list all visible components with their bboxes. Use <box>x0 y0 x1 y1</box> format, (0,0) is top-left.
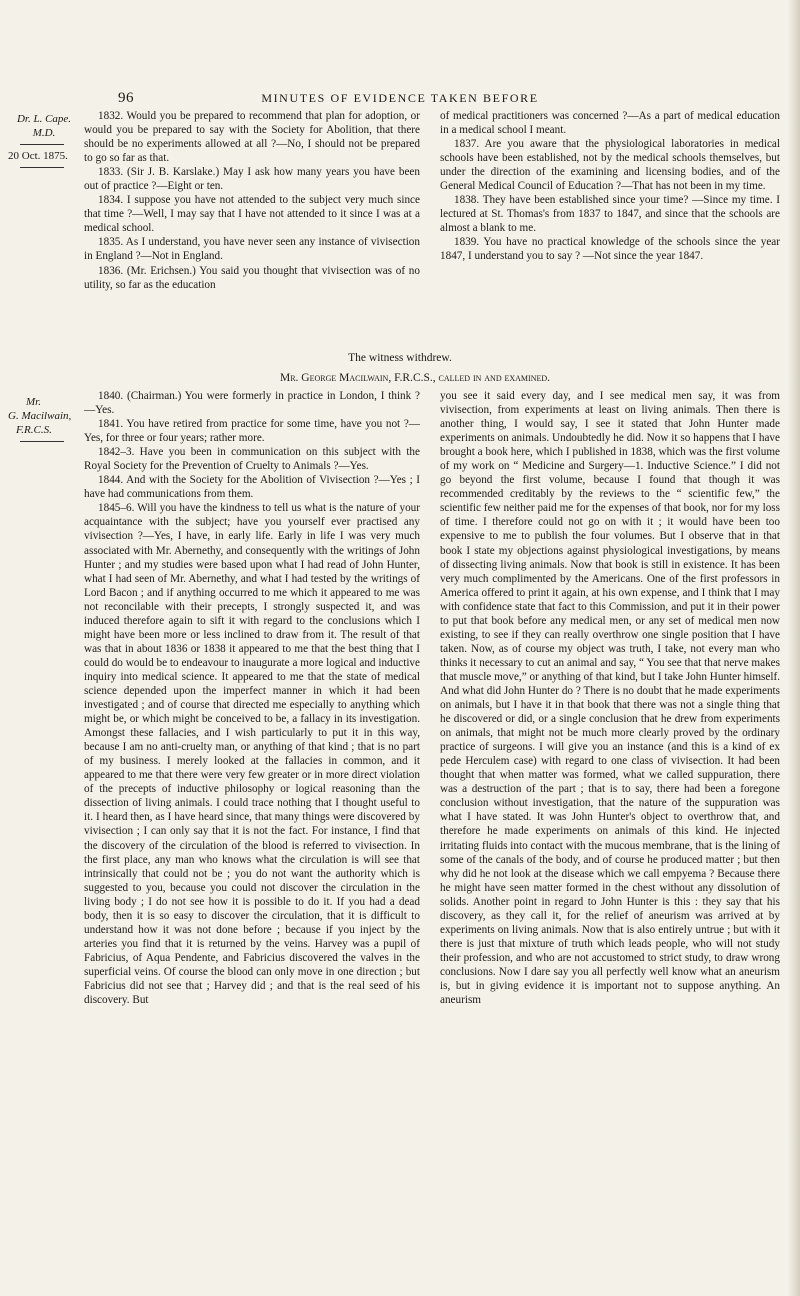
witness2-name: G. Macilwain, <box>8 410 72 422</box>
paragraph: 1834. I suppose you have not attended to the subject very much since that time ?—Well, I may say that I have not attended to it since I was at a medical school. <box>84 194 420 235</box>
margin-rule <box>20 144 64 145</box>
date-note: 20 Oct. 1875. <box>8 150 68 162</box>
page-number: 96 <box>118 90 134 106</box>
section1-left-column <box>84 109 420 292</box>
paragraph: 1845–6. Will you have the kindness to tell us what is the nature of your acquaintance with the subject; have you yourself ever practised any vivisection ?—Yes, I have, in early life. Early in life I was very much associated with Mr. Abernethy, and consequently with the writings of John Hunter ; and my studies were based upon what I had read of John Hunter, what I had seen of Mr. Abernethy, and what I had tested by the writings of Lord Bacon ; and if anything occurred to me which it appeared to me was not reconcilable with their precepts, I strongly suspected it, and was induced therefore again to sift it with regard to the conclusions which I might have been more or less inclined to draw from it. The result of that was that in about 1836 or 1838 it appeared to me that the best thing that I could do would be to endeavour to inaugurate a more logical and inductive inquiry into medical science. It appeared to me that the state of medical science depended upon the imperfect manner in which it had been investigated ; and of course that directed me especially to anything which might be, or which might be conceived to be, a fallacy in its investigation. Amongst these fallacies, and I wish particularly to put it in this way, because I am no anti-cruelty man, or anything of that kind ; that is no part of my business. I merely looked at the fallacies in common, and it appeared to me that there were very few greater or in more direct violation of the precepts of inductive philosophy or logical reasoning than the dissection of living animals. I could trace nothing that I thought useful to it. I heard then, as I have heard since, that many things were discovered by vivisection ; I can only say that it is not the fact. For instance, I find that the discovery of the circulation of the blood is referred to vivisection. In the first place, any man who knows what the circulation is will see that intrinsically that could not be ; you do not want the authority which is suggested to you, because you could not discover the circulation in the living body ; I do not see how it is possible to do it. If you had a dead body, then it is so easy to discover the circulation, that it is difficult to understand how it was not done before ; because if you inject by the arteries you find that it is returned by the veins. Harvey was a pupil of Fabricius, of Aqua Pendente, and Fabricius discovered the valves in the superficial veins. Of course the blood can only move in one direction ; but Fabricius did not see that ; Harvey did ; and that is the real seed of his discovery. But <box>84 502 420 1007</box>
paragraph: you see it said every day, and I see medical men say, it was from vivisection, from experiments at least on living animals. Then there is another thing, I would say, I see it stated that John Hunter made experiments on animals. Undoubtedly he did. Now it so happens that I have brought a book here, which I published in 1838, which was the first volume of my work on “ Medicine and Surgery—1. Inductive Science.” I did not go beyond the first volume, because I found that though it was recommended creditably by the reviews to the “ scientific few,” the scientific few neither paid me for the expenses of that book, nor for my loss of time. I therefore could not go on with it ; it would have been too expensive to me to publish the four volumes. But I observe that in that book I state my objections against physiological investigations, by means of dissecting living animals. Now that book is still in existence. It has been very much complimented by the Americans. One of the first professors in America offered to print it again, at his own expense, and I think that I may with confidence state that fact to this Commission, and put it in their power to put that book before any medical men, or any set of medical men now existing, to see if they can really overthrow one single position that I have taken. Now, as of course my object was truth, I take, not every man who thinks it necessary to cut an animal and say, “ You see that that nerve makes that muscle move,” or anything of that kind, but I take John Hunter himself. And what did John Hunter do ? There is no doubt that he made experiments on animals, but I have it in that book that there was not a single thing that he discovered or did, or a single conclusion that he drew from experiments on animals, that might not be much more clearly proved by the ordinary practice of surgeons. I will give you an instance (and this is a kind of ex pede Herculem case) with regard to one class of vivisection. It had been thought that when matter was formed, what we called suppuration, there was a destruction of the part ; that is to say, there had been a foregone conclusion without investigation, that the nature of the suppuration was what I have stated. It was John Hunter's object to overthrow that, and therefore he made experiments on animals of this kind. He injected irritating fluids into contact with the mucous membrane, that is the lining of some of the canals of the body, and of course he produced matter ; but then why did he not look at the disease which we call empyema ? Because there he might have seen matter formed in the chest without any dissolution of solids. Another point in regard to John Hunter is this : they say that his discovery, as they call it, for the relief of aneurism was arrived at by experiments on living animals. Now that is also entirely untrue ; but with it there is just that mixture of truth which leads people, who will not study their profession, and who are not accustomed to strict study, to draw wrong conclusions. Now I dare say you all perfectly well know what an aneurism is, but in giving evidence it is important not to suppose anything. An aneurism <box>440 390 780 1007</box>
paragraph: 1836. (Mr. Erichsen.) You said you thought that vivisection was of no utility, so far as the education <box>84 264 420 291</box>
paragraph: 1839. You have no practical knowledge of the schools since the year 1847, I understand you to say ? —Not since the year 1847. <box>440 236 780 263</box>
paragraph: 1835. As I understand, you have never seen any instance of vivisection in England ?—Not in England. <box>84 236 420 263</box>
paragraph: 1842–3. Have you been in communication on this subject with the Royal Society for the Prevention of Cruelty to Animals ?—Yes. <box>84 446 420 473</box>
paragraph: of medical practitioners was concerned ?—As a part of medical education in a medical school I meant. <box>440 110 780 137</box>
margin-note-witness2 <box>8 395 80 446</box>
witness-withdrew: The witness withdrew. <box>348 352 452 364</box>
paragraph: 1833. (Sir J. B. Karslake.) May I ask how many years you have been out of practice ?—Eight or ten. <box>84 166 420 193</box>
paragraph: 1837. Are you aware that the physiological laboratories in medical schools have been established, not by the medical schools themselves, but under the direction of the examining and licensing bodies, and of the General Medical Council of Education ?—That has not been in my time. <box>440 138 780 193</box>
paragraph: 1844. And with the Society for the Abolition of Vivisection ?—Yes ; I have had communications from them. <box>84 474 420 501</box>
witness2-degree: F.R.C.S. <box>16 424 52 436</box>
witness1-name: Dr. L. Cape. <box>16 113 72 125</box>
margin-note-witness1 <box>8 112 80 172</box>
paragraph: 1840. (Chairman.) You were formerly in practice in London, I think ?—Yes. <box>84 390 420 417</box>
section2-right-column <box>440 389 780 1007</box>
page-header <box>0 90 800 110</box>
section1-right-column <box>440 109 780 264</box>
running-head: MINUTES OF EVIDENCE TAKEN BEFORE <box>261 91 539 105</box>
paragraph: 1838. They have been established since your time? —Since my time. I lectured at St. Thomas's from 1837 to 1847, and since that the schools are almost a blank to me. <box>440 194 780 235</box>
section2-left-column <box>84 389 420 1007</box>
page-binding-shadow <box>788 0 800 1296</box>
margin-rule <box>20 441 64 442</box>
margin-rule <box>20 167 64 168</box>
witness1-degree: M.D. <box>32 127 56 139</box>
paragraph: 1841. You have retired from practice for some time, have you not ?—Yes, for three or four years; rather more. <box>84 418 420 445</box>
witness2-title: Mr. <box>26 396 41 408</box>
paragraph: 1832. Would you be prepared to recommend that plan for adoption, or would you be prepared to say with the Society for Abolition, that there should be no experiments allowed at all ?—No, I should not be prepared to go so far as that. <box>84 110 420 165</box>
called-line: Mr. George Macilwain, F.R.C.S., called in and examined. <box>279 372 551 384</box>
